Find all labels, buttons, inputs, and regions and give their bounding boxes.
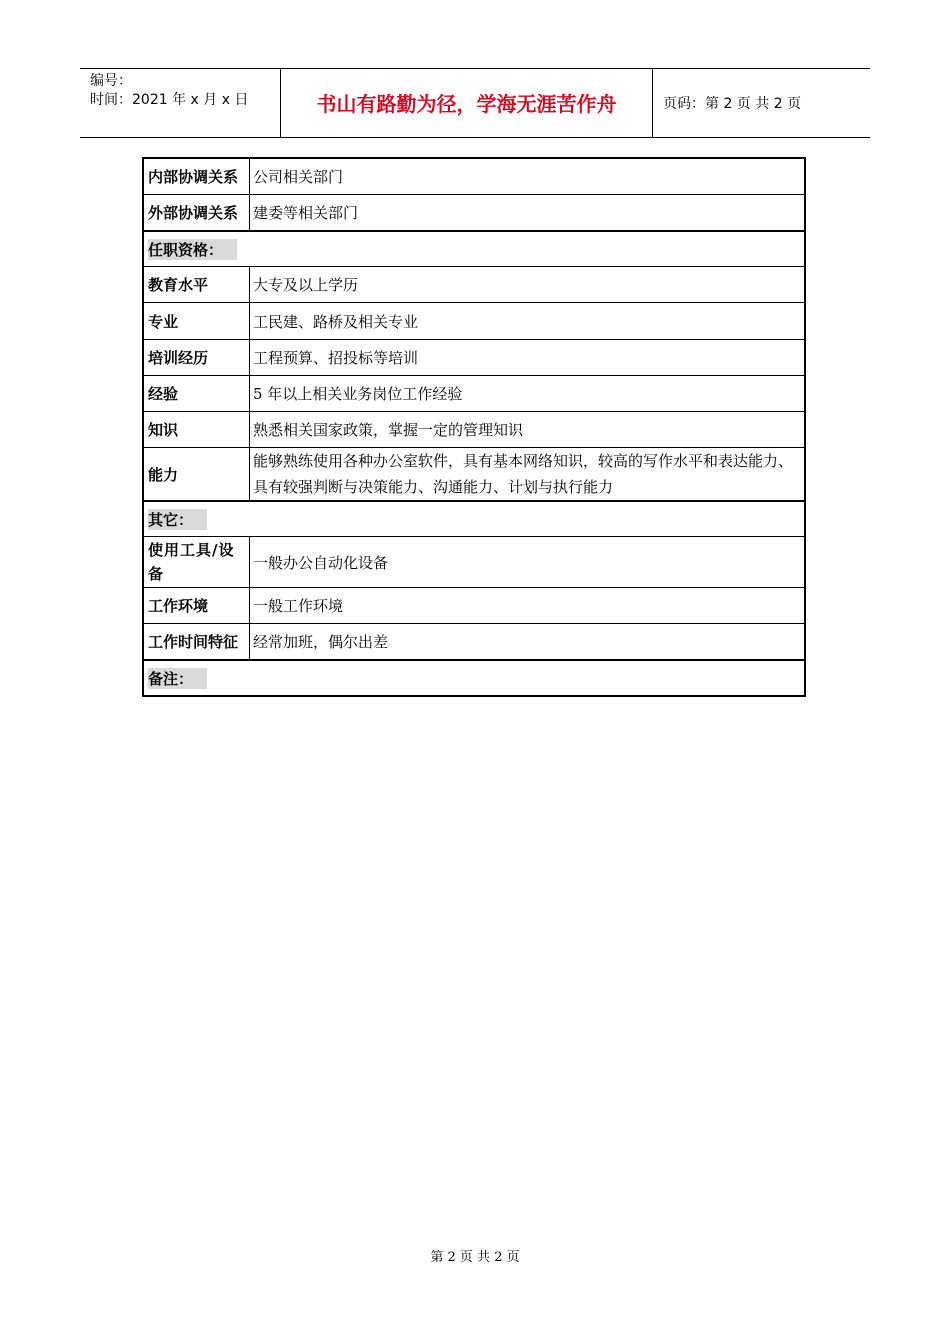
table-row bbox=[144, 195, 804, 232]
document-date: 时间：2021 年 x 月 x 日 bbox=[90, 92, 249, 108]
table-row bbox=[144, 340, 804, 376]
row-label: 专业 bbox=[144, 303, 250, 339]
row-label: 内部协调关系 bbox=[144, 159, 250, 194]
row-value: 公司相关部门 bbox=[253, 168, 344, 186]
motto: 书山有路勤为径，学海无涯苦作舟 bbox=[316, 92, 617, 116]
row-label: 培训经历 bbox=[144, 340, 250, 375]
row-label: 使用工具/设备 bbox=[144, 537, 250, 587]
row-value: 5 年以上相关业务岗位工作经验 bbox=[253, 385, 463, 403]
header-motto-cell bbox=[281, 69, 653, 137]
row-label: 能力 bbox=[144, 448, 250, 500]
row-label: 外部协调关系 bbox=[144, 195, 250, 230]
row-value: 能够熟练使用各种办公室软件，具有基本网络知识，较高的写作水平和表达能力、具有较强判断与决策能力、沟通能力、计划与执行能力 bbox=[253, 452, 794, 496]
row-label: 工作环境 bbox=[144, 588, 250, 623]
row-value: 一般办公自动化设备 bbox=[253, 553, 389, 572]
header-meta bbox=[80, 69, 281, 137]
job-description-table bbox=[142, 157, 806, 697]
row-value: 大专及以上学历 bbox=[253, 276, 359, 294]
row-label: 经验 bbox=[144, 376, 250, 411]
table-row bbox=[144, 537, 804, 588]
row-value: 工民建、路桥及相关专业 bbox=[253, 312, 419, 331]
page-header bbox=[80, 68, 870, 138]
page-code: 页码：第 2 页 共 2 页 bbox=[663, 96, 802, 112]
table-row bbox=[144, 267, 804, 303]
table-row bbox=[144, 588, 804, 624]
table-row bbox=[144, 412, 804, 448]
section-row bbox=[144, 661, 804, 695]
table-row bbox=[144, 376, 804, 412]
row-value: 工程预算、招投标等培训 bbox=[253, 349, 419, 367]
row-value: 建委等相关部门 bbox=[253, 204, 359, 222]
row-label: 知识 bbox=[144, 412, 250, 447]
table-row bbox=[144, 624, 804, 661]
row-value: 经常加班，偶尔出差 bbox=[253, 633, 389, 651]
section-heading: 其它： bbox=[144, 502, 804, 536]
section-row bbox=[144, 232, 804, 267]
section-heading: 备注： bbox=[144, 661, 804, 695]
row-value: 熟悉相关国家政策，掌握一定的管理知识 bbox=[253, 421, 524, 439]
row-label: 教育水平 bbox=[144, 267, 250, 302]
table-row bbox=[144, 159, 804, 195]
table-row bbox=[144, 448, 804, 502]
row-value: 一般工作环境 bbox=[253, 597, 344, 615]
section-heading: 任职资格： bbox=[144, 232, 804, 266]
table-row bbox=[144, 303, 804, 340]
section-row bbox=[144, 502, 804, 537]
page-footer: 第 2 页 共 2 页 bbox=[430, 1250, 520, 1265]
row-label: 工作时间特征 bbox=[144, 624, 250, 659]
header-page-cell bbox=[653, 69, 870, 137]
document-number: 编号： bbox=[90, 73, 132, 89]
